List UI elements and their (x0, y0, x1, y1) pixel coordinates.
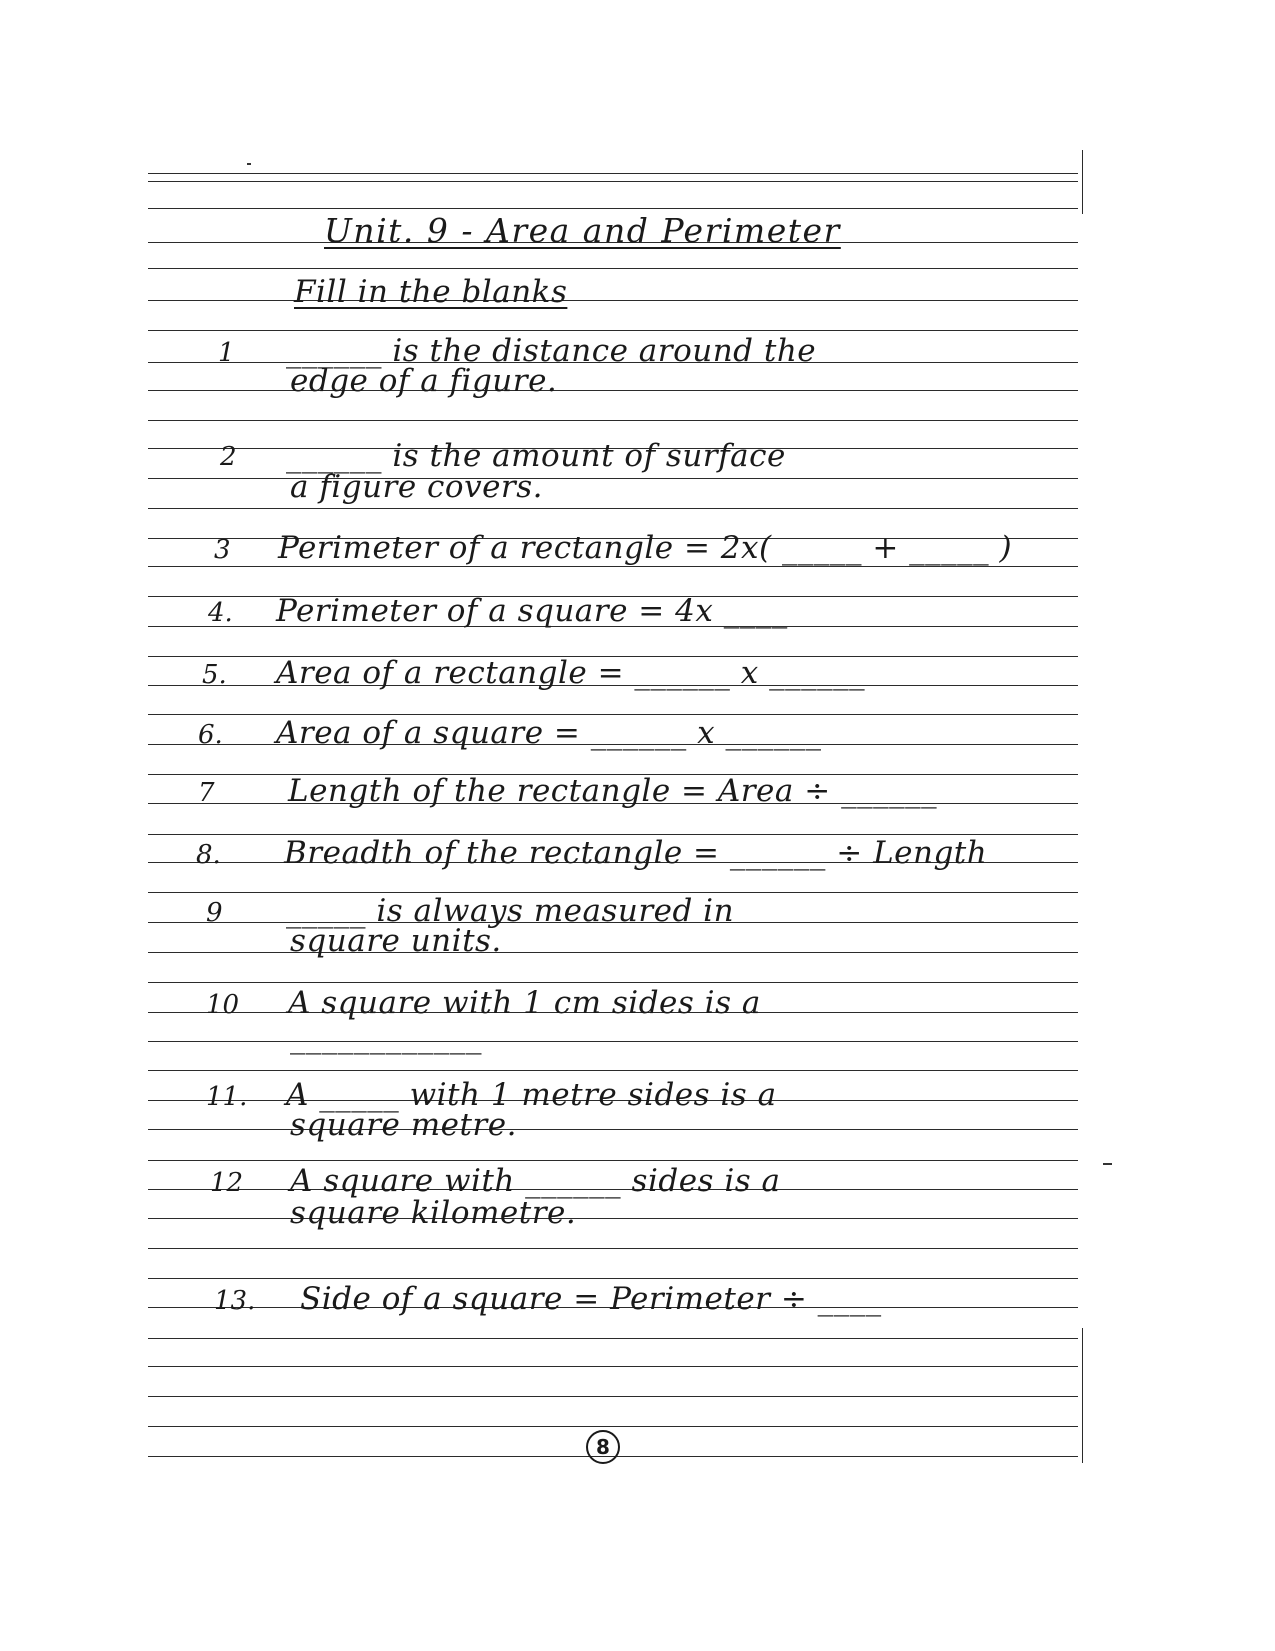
ruled-line (148, 1338, 1078, 1339)
question-number: 5. (202, 660, 227, 690)
ruled-line (148, 1396, 1078, 1397)
page-title: Unit. 9 - Area and Perimeter (324, 211, 841, 250)
question-number: 2 (220, 442, 237, 472)
speck (1103, 1163, 1112, 1165)
question-text: edge of a figure. (290, 363, 558, 399)
ruled-line (148, 1278, 1078, 1279)
ruled-line (148, 1160, 1078, 1161)
ruled-line (148, 390, 1078, 391)
margin-mark (1082, 1328, 1083, 1463)
question-number: 8. (196, 840, 221, 870)
question-text: A square with ______ sides is a (290, 1163, 781, 1199)
ruled-line (148, 1218, 1078, 1219)
question-text: Perimeter of a rectangle = 2x( _____ + _____ ) (278, 530, 1013, 566)
question-text: ______ is the distance around the (286, 333, 817, 369)
question-number: 12 (210, 1168, 244, 1198)
question-number: 13. (214, 1286, 256, 1316)
ruled-line (148, 268, 1078, 269)
question-text: A _____ with 1 metre sides is a (286, 1077, 777, 1113)
question-number: 6. (198, 720, 223, 750)
question-text: square units. (290, 923, 502, 959)
question-text: Breadth of the rectangle = ______ ÷ Length (284, 835, 988, 871)
question-text: ____________ (290, 1019, 482, 1055)
question-text: Side of a square = Perimeter ÷ ____ (300, 1281, 882, 1317)
ruled-line (148, 1366, 1078, 1367)
question-number: 11. (206, 1082, 248, 1112)
question-number: 10 (206, 990, 240, 1020)
ruled-line (148, 1041, 1078, 1042)
question-number: 1 (218, 338, 235, 368)
question-text: A square with 1 cm sides is a (288, 985, 761, 1021)
ruled-line (148, 181, 1078, 182)
question-text: Length of the rectangle = Area ÷ ______ (288, 773, 938, 809)
question-text: Area of a rectangle = ______ x ______ (276, 655, 866, 691)
page-number-badge: 8 (586, 1430, 620, 1464)
ruled-line (148, 952, 1078, 953)
question-number: 4. (208, 598, 233, 628)
ruled-line (148, 566, 1078, 567)
question-text: Perimeter of a square = 4x ____ (276, 593, 788, 629)
question-text: Area of a square = ______ x ______ (276, 715, 822, 751)
question-text: square metre. (290, 1107, 517, 1143)
question-text: a figure covers. (290, 469, 544, 505)
question-number: 9 (206, 898, 223, 928)
ruled-line (148, 173, 1078, 174)
ruled-line (148, 982, 1078, 983)
ruled-line (148, 1070, 1078, 1071)
ruled-line (148, 1248, 1078, 1249)
instruction: Fill in the blanks (294, 274, 568, 310)
ruled-line (148, 1129, 1078, 1130)
speck (247, 163, 251, 165)
ruled-line (148, 420, 1078, 421)
ruled-line (148, 330, 1078, 331)
ruled-line (148, 478, 1078, 479)
question-text: ______ is the amount of surface (286, 438, 786, 474)
question-number: 3 (214, 535, 231, 565)
margin-mark (1082, 150, 1083, 214)
ruled-line (148, 208, 1078, 209)
question-text: square kilometre. (290, 1195, 577, 1231)
ruled-line (148, 300, 1078, 301)
ruled-line (148, 1426, 1078, 1427)
question-number: 7 (198, 778, 215, 808)
question-text: _____ is always measured in (286, 893, 735, 929)
ruled-line (148, 508, 1078, 509)
